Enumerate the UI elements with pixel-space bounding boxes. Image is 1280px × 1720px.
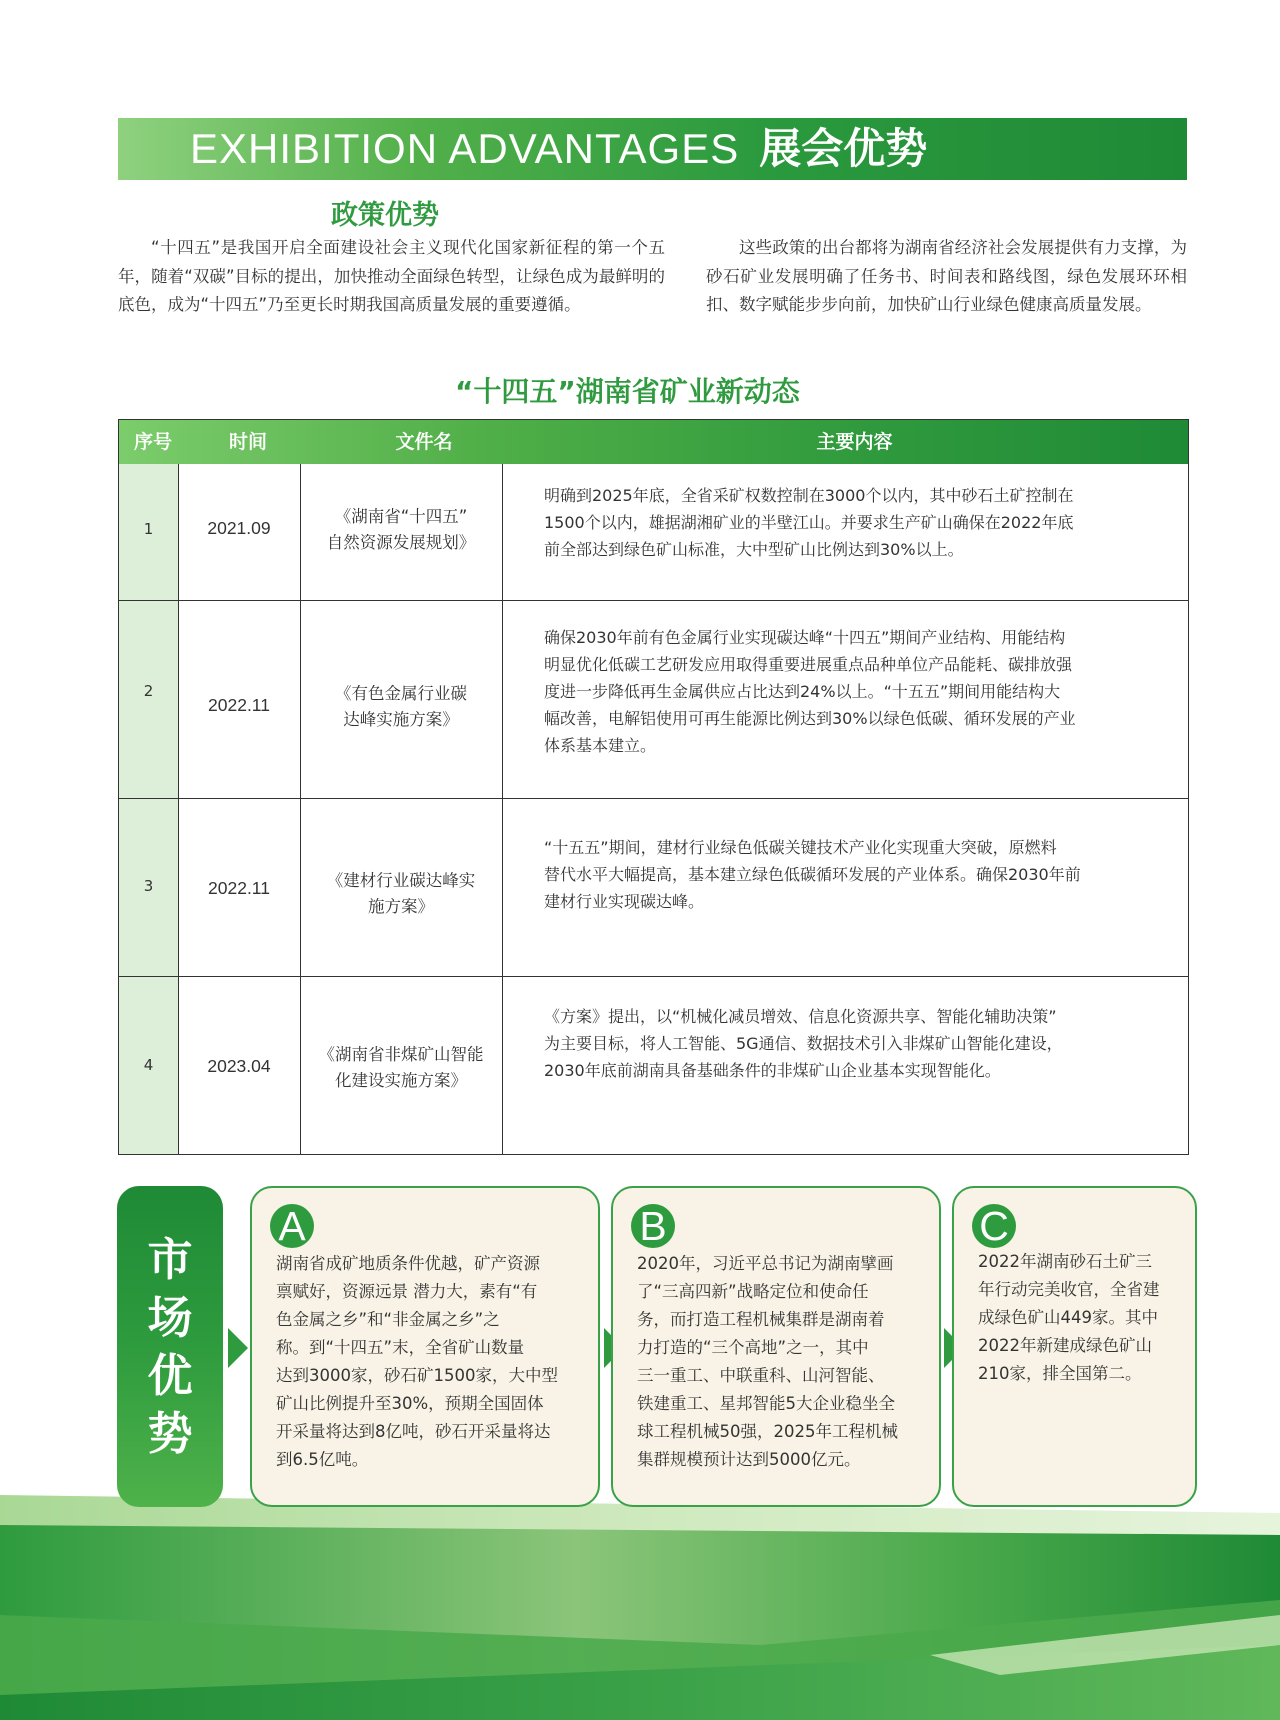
doc-line: 自然资源发展规划》 xyxy=(326,533,476,552)
content-line: 确保2030年前有色金属行业实现碳达峰“十四五”期间产业结构、用能结构 xyxy=(544,628,1066,647)
table-title: “十四五”湖南省矿业新动态 xyxy=(455,375,800,408)
doc-line: 施方案》 xyxy=(368,897,434,916)
doc-line: 达峰实施方案》 xyxy=(343,710,459,729)
badge-b: B xyxy=(631,1204,675,1248)
row-3-date: 2022.11 xyxy=(208,878,270,898)
content-line: 幅改善，电解铝使用可再生能源比例达到30%以绿色低碳、循环发展的产业 xyxy=(544,709,1076,728)
row-1-doc xyxy=(300,504,502,556)
card-line: 禀赋好，资源远景 潜力大，素有“有 xyxy=(276,1282,538,1301)
row-2-content xyxy=(544,624,1174,759)
doc-line: 《湖南省非煤矿山智能 xyxy=(318,1045,484,1064)
row-4-seq: 4 xyxy=(143,1056,154,1074)
row-3-doc xyxy=(300,868,502,920)
divider xyxy=(502,464,503,1154)
card-line: 湖南省成矿地质条件优越，矿产资源 xyxy=(276,1254,540,1273)
market-title xyxy=(117,1186,223,1507)
banner-text xyxy=(190,118,927,180)
banner-title-zh: 展会优势 xyxy=(759,124,928,173)
card-line: 色金属之乡”和“非金属之乡”之 xyxy=(276,1310,500,1329)
header-date: 时间 xyxy=(228,431,267,453)
market-title-char: 市 xyxy=(147,1232,193,1286)
market-card-a xyxy=(250,1186,600,1507)
seq-column-bg xyxy=(119,464,178,1154)
card-line: 2022年湖南砂石土矿三 xyxy=(978,1252,1152,1271)
card-c-text xyxy=(978,1248,1160,1388)
divider xyxy=(178,464,179,1154)
divider xyxy=(119,600,1188,601)
content-line: 明显优化低碳工艺研发应用取得重要进展重点品种单位产品能耗、碳排放强 xyxy=(544,655,1073,674)
card-line: 2022年新建成绿色矿山 xyxy=(978,1336,1152,1355)
content-line: 《方案》提出，以“机械化减员增效、信息化资源共享、智能化辅助决策” xyxy=(544,1007,1057,1026)
content-line: 前全部达到绿色矿山标准，大中型矿山比例达到30%以上。 xyxy=(544,540,964,559)
card-line: 2020年，习近平总书记为湖南擘画 xyxy=(637,1254,894,1273)
arrow-right-icon xyxy=(228,1328,248,1368)
policy-paragraph-right: 这些政策的出台都将为湖南省经济社会发展提供有力支撑，为砂石矿业发展明确了任务书、时间表和路线图，绿色发展环环相扣、数字赋能步步向前，加快矿山行业绿色健康高质量发展。 xyxy=(706,238,1187,314)
card-line: 铁建重工、星邦智能5大企业稳坐全 xyxy=(637,1394,895,1413)
row-3-content xyxy=(544,834,1174,915)
row-1-date: 2021.09 xyxy=(207,518,271,538)
market-tab xyxy=(117,1186,223,1507)
header-doc: 文件名 xyxy=(395,431,453,453)
badge-c: C xyxy=(972,1204,1016,1248)
content-line: “十五五”期间，建材行业绿色低碳关键技术产业化实现重大突破，原燃料 xyxy=(544,838,1057,857)
market-title-char: 势 xyxy=(147,1406,193,1460)
card-a-text xyxy=(276,1250,558,1474)
card-line: 210家，排全国第二。 xyxy=(978,1364,1142,1383)
banner-title-en: EXHIBITION ADVANTAGES xyxy=(190,125,740,172)
card-line: 称。到“十四五”末，全省矿山数量 xyxy=(276,1338,525,1357)
row-3-seq: 3 xyxy=(143,877,154,895)
row-1-seq: 1 xyxy=(143,520,154,538)
card-line: 了“三高四新”战略定位和使命任 xyxy=(637,1282,869,1301)
row-4-doc xyxy=(300,1042,502,1094)
policy-table xyxy=(118,419,1189,1155)
card-line: 成绿色矿山449家。其中 xyxy=(978,1308,1158,1327)
content-line: 建材行业实现碳达峰。 xyxy=(544,892,705,911)
table-header xyxy=(119,420,1188,464)
market-title-char: 优 xyxy=(147,1348,193,1402)
row-1-content xyxy=(544,482,1174,563)
content-line: 体系基本建立。 xyxy=(544,736,657,755)
policy-paragraph-left: “十四五”是我国开启全面建设社会主义现代化国家新征程的第一个五年，随着“双碳”目标的提出，加快推动全面绿色转型，让绿色成为最鲜明的底色，成为“十四五”乃至更长时期我国高质量发展的重要遵循。 xyxy=(118,238,665,314)
doc-line: 化建设实施方案》 xyxy=(335,1071,467,1090)
doc-line: 《建材行业碳达峰实 xyxy=(326,871,476,890)
header-seq: 序号 xyxy=(133,431,172,453)
row-2-date: 2022.11 xyxy=(208,695,270,715)
content-line: 替代水平大幅提高，基本建立绿色低碳循环发展的产业体系。确保2030年前 xyxy=(544,865,1081,884)
card-line: 开采量将达到8亿吨，砂石开采量将达 xyxy=(276,1422,551,1441)
market-title-char: 场 xyxy=(147,1290,193,1344)
badge-a: A xyxy=(270,1204,314,1248)
card-line: 三一重工、中联重科、山河智能、 xyxy=(637,1366,885,1385)
card-line: 矿山比例提升至30%，预期全国固体 xyxy=(276,1394,544,1413)
card-line: 力打造的“三个高地”之一，其中 xyxy=(637,1338,869,1357)
content-line: 为主要目标，将人工智能、5G通信、数据技术引入非煤矿山智能化建设， xyxy=(544,1034,1063,1053)
divider xyxy=(119,976,1188,977)
row-4-content xyxy=(544,1003,1174,1084)
row-4-date: 2023.04 xyxy=(207,1056,271,1076)
row-2-doc xyxy=(300,681,502,733)
card-line: 到6.5亿吨。 xyxy=(276,1450,369,1469)
card-line: 达到3000家，砂石矿1500家，大中型 xyxy=(276,1366,558,1385)
card-line: 集群规模预计达到5000亿元。 xyxy=(637,1450,861,1469)
bottom-decoration xyxy=(0,1495,1280,1720)
row-2-seq: 2 xyxy=(143,682,154,700)
market-card-c xyxy=(952,1186,1197,1507)
card-line: 年行动完美收官，全省建 xyxy=(978,1280,1160,1299)
card-line: 务，而打造工程机械集群是湖南着 xyxy=(637,1310,885,1329)
market-card-b xyxy=(611,1186,941,1507)
content-line: 明确到2025年底，全省采矿权数控制在3000个以内，其中砂石土矿控制在 xyxy=(544,486,1074,505)
policy-title: 政策优势 xyxy=(331,200,439,231)
card-b-text xyxy=(637,1250,898,1474)
content-line: 1500个以内，雄据湖湘矿业的半壁江山。并要求生产矿山确保在2022年底 xyxy=(544,513,1074,532)
doc-line: 《有色金属行业碳 xyxy=(335,684,467,703)
header-content: 主要内容 xyxy=(816,431,893,453)
doc-line: 《湖南省“十四五” xyxy=(334,507,468,526)
card-line: 球工程机械50强，2025年工程机械 xyxy=(637,1422,898,1441)
header-banner xyxy=(118,118,1187,180)
content-line: 度进一步降低再生金属供应占比达到24%以上。“十五五”期间用能结构大 xyxy=(544,682,1061,701)
content-line: 2030年底前湖南具备基础条件的非煤矿山企业基本实现智能化。 xyxy=(544,1061,1001,1080)
divider xyxy=(119,798,1188,799)
